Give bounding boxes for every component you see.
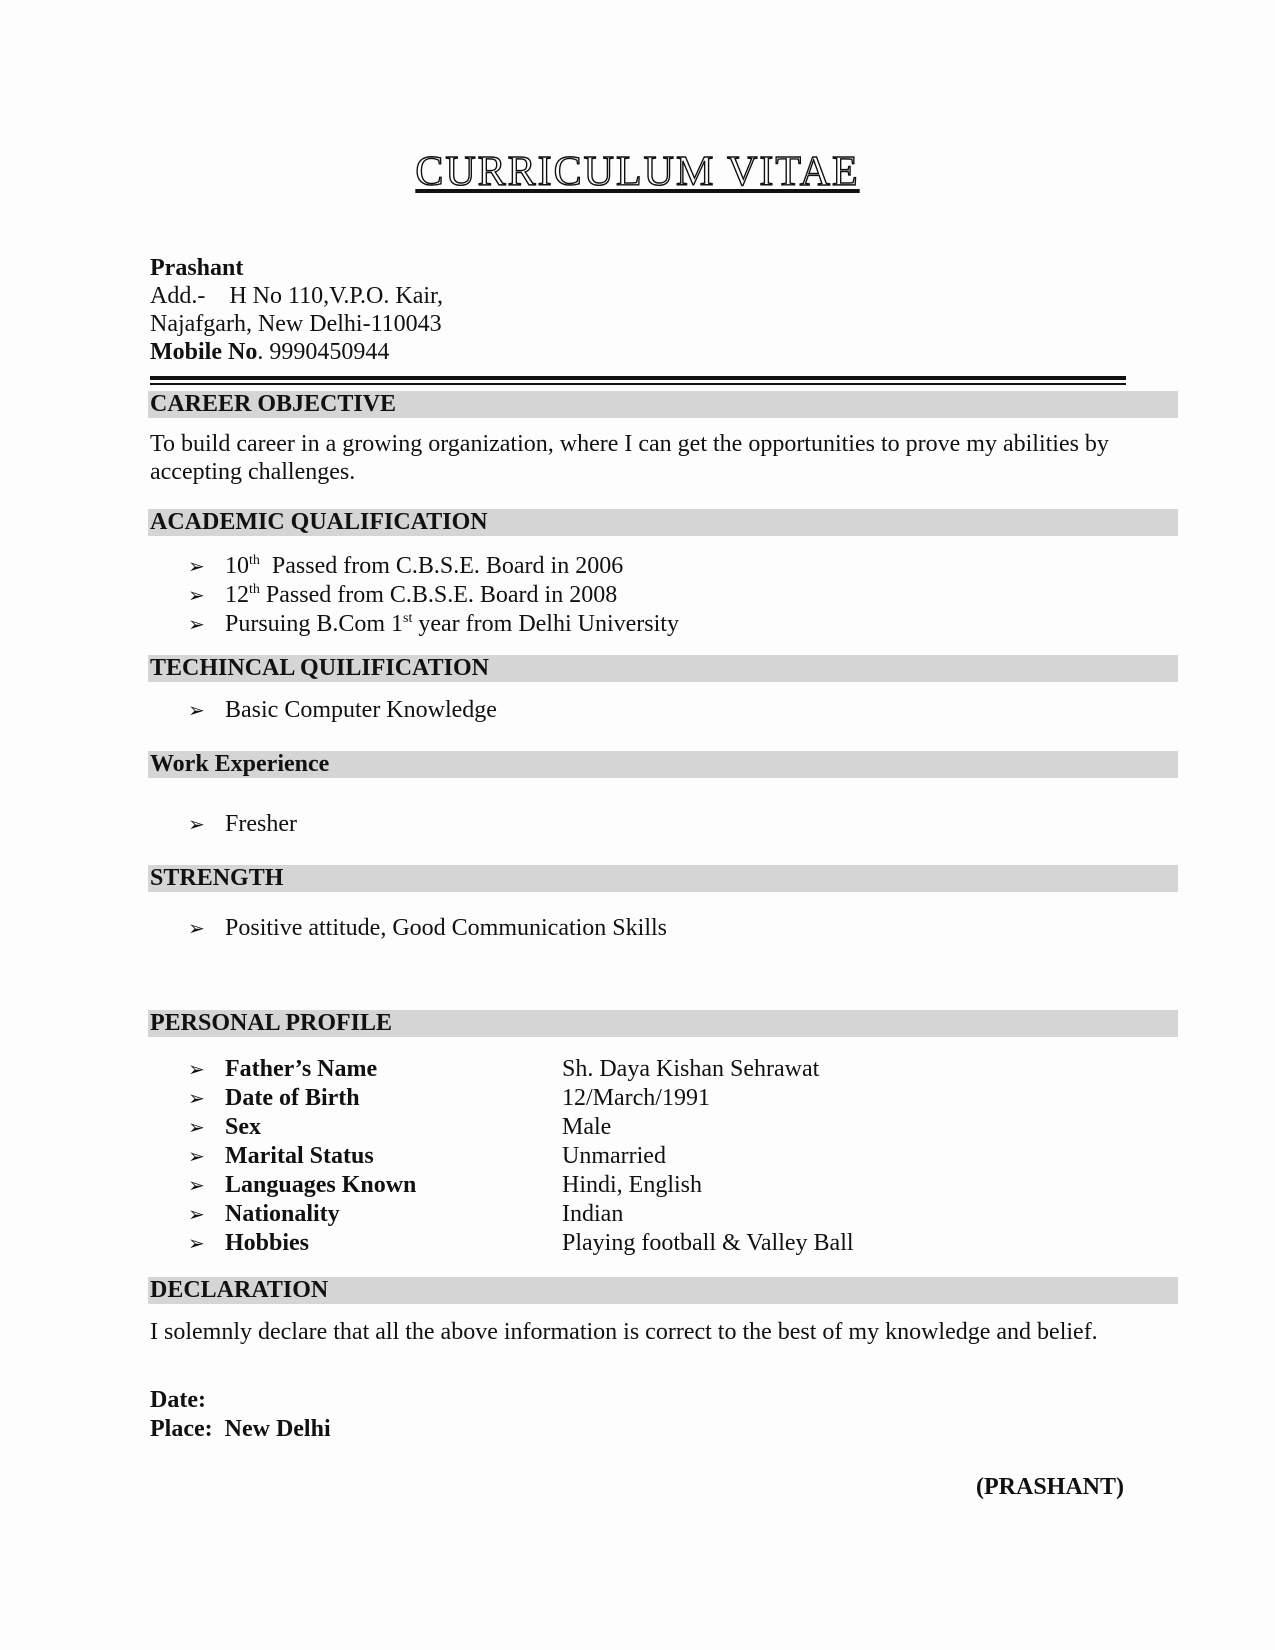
section-heading-technical: TECHINCAL QUILIFICATION xyxy=(148,655,1178,682)
profile-label: Nationality xyxy=(225,1201,340,1227)
signature-name: (PRASHANT) xyxy=(976,1474,1124,1500)
contact-block xyxy=(150,254,443,366)
mobile-line xyxy=(150,338,443,366)
table-row xyxy=(188,1229,854,1258)
table-row xyxy=(188,1084,854,1113)
profile-value: Sh. Daya Kishan Sehrawat xyxy=(562,1056,820,1082)
list-item: ➢ Basic Computer Knowledge xyxy=(188,697,497,723)
list-item: ➢ 12th Passed from C.B.S.E. Board in 2008 xyxy=(188,582,618,608)
personal-profile-table xyxy=(188,1055,854,1258)
declaration-text: I solemnly declare that all the above information is correct to the best of my knowledge and belief. xyxy=(150,1319,1098,1345)
section-heading-strength: STRENGTH xyxy=(148,865,1178,892)
address-line-1: Add.- H No 110,V.P.O. Kair, xyxy=(150,283,444,309)
address-line-2: Najafgarh, New Delhi-110043 xyxy=(150,311,442,337)
place-value: New Delhi xyxy=(224,1416,331,1442)
work-list xyxy=(188,810,297,839)
strength-list xyxy=(188,914,667,943)
profile-value: Hindi, English xyxy=(562,1172,703,1198)
profile-label: Marital Status xyxy=(225,1143,374,1169)
mobile-value: . 9990450944 xyxy=(257,339,390,365)
date-label: Date: xyxy=(150,1387,206,1413)
academic-list xyxy=(188,552,679,639)
arrow-bullet-icon: ➢ xyxy=(188,554,205,578)
arrow-bullet-icon: ➢ xyxy=(188,583,205,607)
profile-label: Hobbies xyxy=(225,1230,310,1256)
section-heading-work-experience: Work Experience xyxy=(148,751,1178,778)
arrow-bullet-icon: ➢ xyxy=(188,1231,205,1255)
section-heading-declaration: DECLARATION xyxy=(148,1277,1178,1304)
arrow-bullet-icon: ➢ xyxy=(188,612,205,636)
profile-label: Languages Known xyxy=(225,1172,417,1198)
profile-label: Sex xyxy=(225,1114,261,1140)
table-row xyxy=(188,1113,854,1142)
table-row xyxy=(188,1142,854,1171)
mobile-label: Mobile No xyxy=(150,339,258,365)
header-divider-thin xyxy=(150,383,1126,385)
arrow-bullet-icon: ➢ xyxy=(188,1173,205,1197)
profile-value: 12/March/1991 xyxy=(562,1085,710,1111)
profile-value: Indian xyxy=(562,1201,624,1227)
arrow-bullet-icon: ➢ xyxy=(188,1115,205,1139)
candidate-name: Prashant xyxy=(150,255,244,281)
section-heading-career-objective: CAREER OBJECTIVE xyxy=(148,391,1178,418)
list-item: ➢ Positive attitude, Good Communication Skills xyxy=(188,915,667,941)
page-title: CURRICULUM VITAE xyxy=(415,149,860,195)
arrow-bullet-icon: ➢ xyxy=(188,916,205,940)
profile-value: Unmarried xyxy=(562,1143,666,1169)
arrow-bullet-icon: ➢ xyxy=(188,812,205,836)
list-item: ➢ Pursuing B.Com 1st year from Delhi University xyxy=(188,611,679,637)
list-item: ➢ 10th Passed from C.B.S.E. Board in 2006 xyxy=(188,553,624,579)
arrow-bullet-icon: ➢ xyxy=(188,1202,205,1226)
profile-label: Date of Birth xyxy=(225,1085,360,1111)
technical-list xyxy=(188,696,497,725)
arrow-bullet-icon: ➢ xyxy=(188,1144,205,1168)
place-label: Place: xyxy=(150,1416,213,1442)
profile-value: Playing football & Valley Ball xyxy=(562,1230,854,1256)
section-heading-personal-profile: PERSONAL PROFILE xyxy=(148,1010,1178,1037)
table-row xyxy=(188,1055,854,1084)
arrow-bullet-icon: ➢ xyxy=(188,1086,205,1110)
career-objective-text: To build career in a growing organization, where I can get the opportunities to prove my abilities by accepting challenges. xyxy=(150,431,1109,485)
section-heading-academic: ACADEMIC QUALIFICATION xyxy=(148,509,1178,536)
arrow-bullet-icon: ➢ xyxy=(188,1057,205,1081)
profile-value: Male xyxy=(562,1114,612,1140)
arrow-bullet-icon: ➢ xyxy=(188,698,205,722)
place-line xyxy=(150,1415,331,1443)
table-row xyxy=(188,1200,854,1229)
table-row xyxy=(188,1171,854,1200)
header-divider-thick xyxy=(150,376,1126,380)
profile-label: Father’s Name xyxy=(225,1056,378,1082)
list-item: ➢ Fresher xyxy=(188,811,297,837)
